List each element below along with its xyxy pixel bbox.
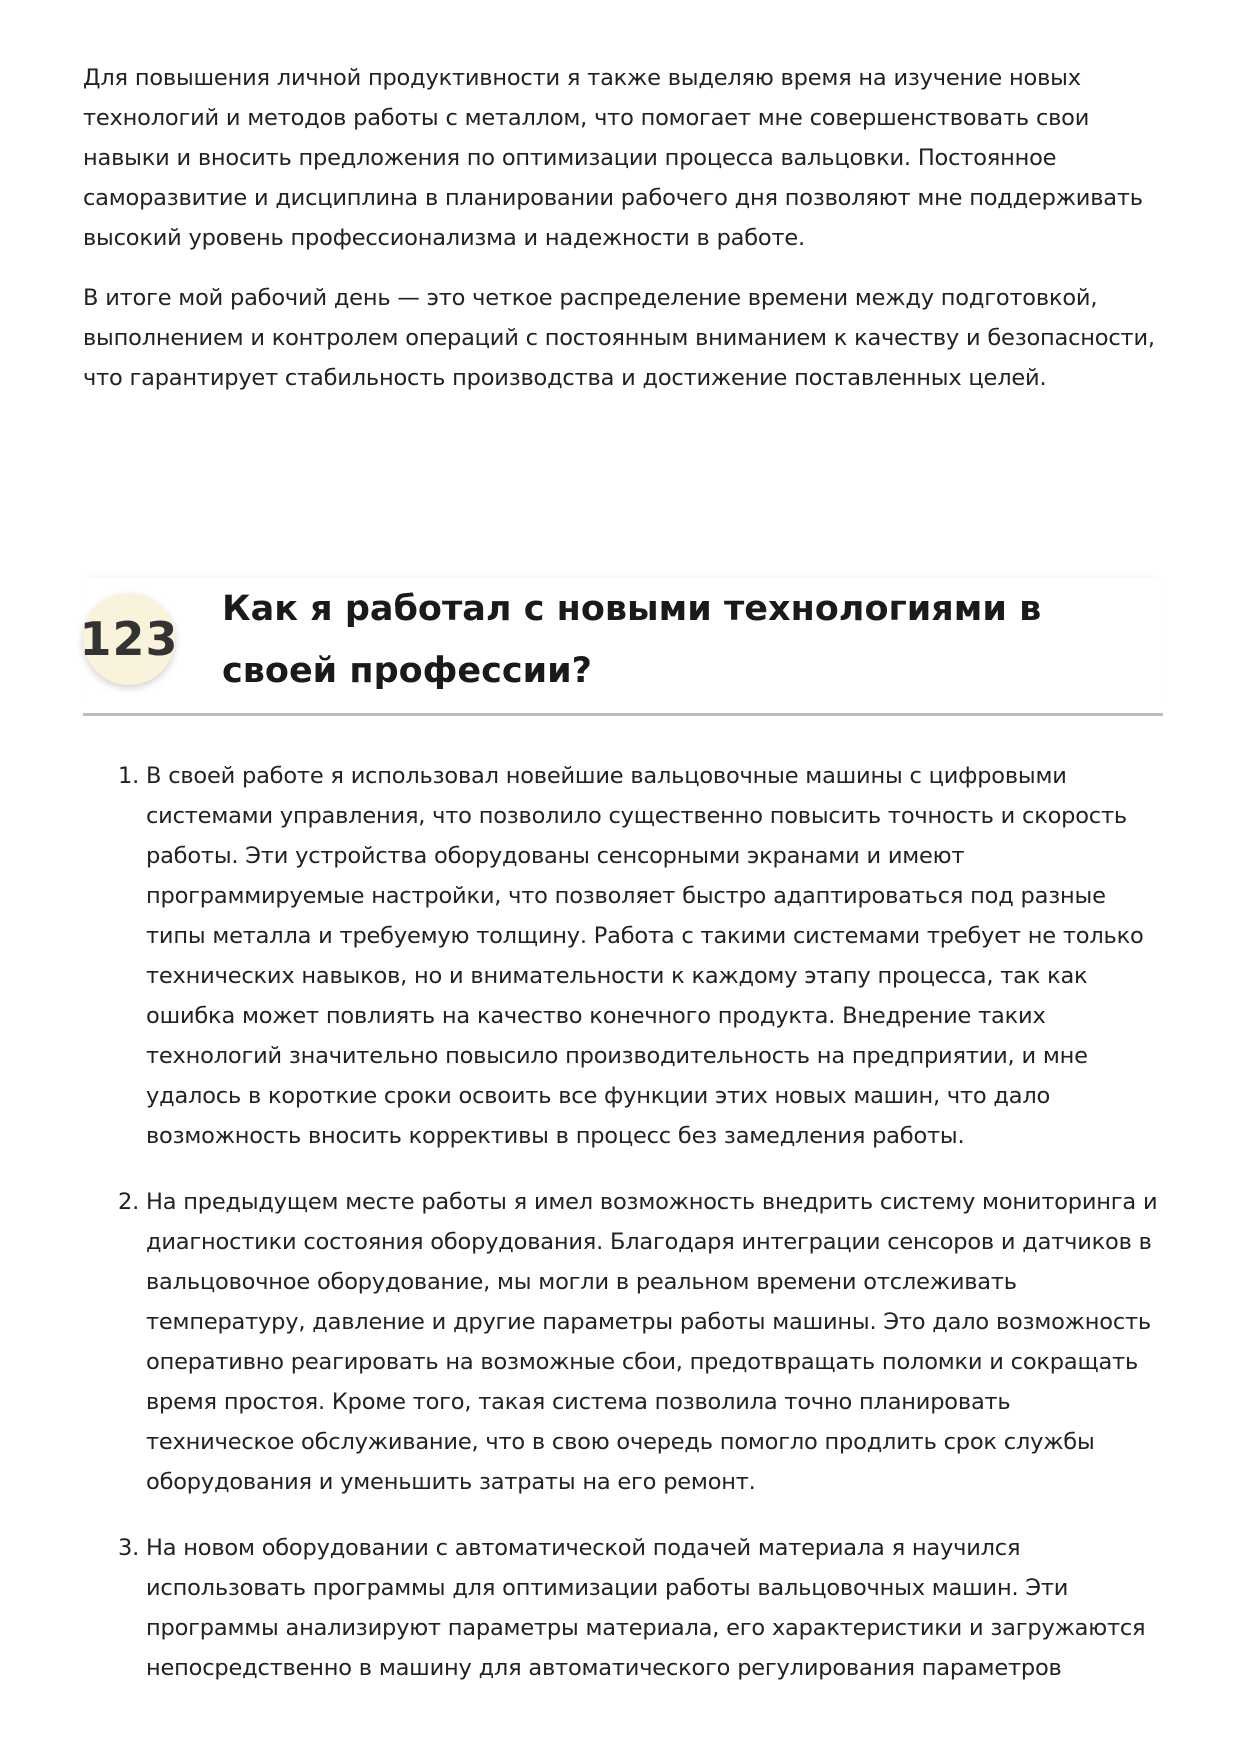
list-item-number: 3. [118, 1535, 140, 1561]
intro-paragraph: В итоге мой рабочий день — это четкое распределение времени между подготовкой, выполнением и контролем операций с постоянным вниманием к качеству и безопасности, что гарантирует стабильность производства и достижение поставленных целей. [83, 285, 1155, 391]
list-item-text: На новом оборудовании с автоматической подачей материала я научился использовать программы для оптимизации работы вальцовочных машин. Эти программы анализируют параметры материала, его характеристики и загружаются непосредственно в машину для автоматического регулирования параметров [146, 1535, 1146, 1681]
list-item [83, 1182, 1163, 1502]
list-item-number: 2. [118, 1189, 140, 1215]
section-title: Как я работал с новыми технологиями в своей профессии? [222, 589, 1042, 691]
numbered-list [83, 756, 1163, 1714]
section-header [79, 578, 1163, 716]
list-item [83, 1528, 1163, 1688]
list-item-text: На предыдущем месте работы я имел возможность внедрить систему мониторинга и диагностики состояния оборудования. Благодаря интеграции сенсоров и датчиков в вальцовочное оборудование, мы могли в реальном времени отслеживать температуру, давление и другие параметры работы машины. Это дало возможность оперативно реагировать на возможные сбои, предотвращать поломки и сокращать время простоя. Кроме того, такая система позволила точно планировать техническое обслуживание, что в свою очередь помогло продлить срок службы оборудования и уменьшить затраты на его ремонт. [146, 1189, 1158, 1495]
list-item-number: 1. [118, 763, 140, 789]
section-number-badge: 123 [83, 593, 175, 685]
intro-paragraph: Для повышения личной продуктивности я также выделяю время на изучение новых технологий и методов работы с металлом, что помогает мне совершенствовать свои навыки и вносить предложения по оптимизации процесса вальцовки. Постоянное саморазвитие и дисциплина в планировании рабочего дня позволяют мне поддерживать высокий уровень профессионализма и надежности в работе. [83, 65, 1143, 251]
intro-section [83, 58, 1163, 418]
list-item [83, 756, 1163, 1156]
list-item-text: В своей работе я использовал новейшие вальцовочные машины с цифровыми системами управления, что позволило существенно повысить точность и скорость работы. Эти устройства оборудованы сенсорными экранами и имеют программируемые настройки, что позволяет быстро адаптироваться под разные типы металла и требуемую толщину. Работа с такими системами требует не только технических навыков, но и внимательности к каждому этапу процесса, так как ошибка может повлиять на качество конечного продукта. Внедрение таких технологий значительно повысило производительность на предприятии, и мне удалось в короткие сроки освоить все функции этих новых машин, что дало возможность вносить коррективы в процесс без замедления работы. [146, 763, 1144, 1149]
